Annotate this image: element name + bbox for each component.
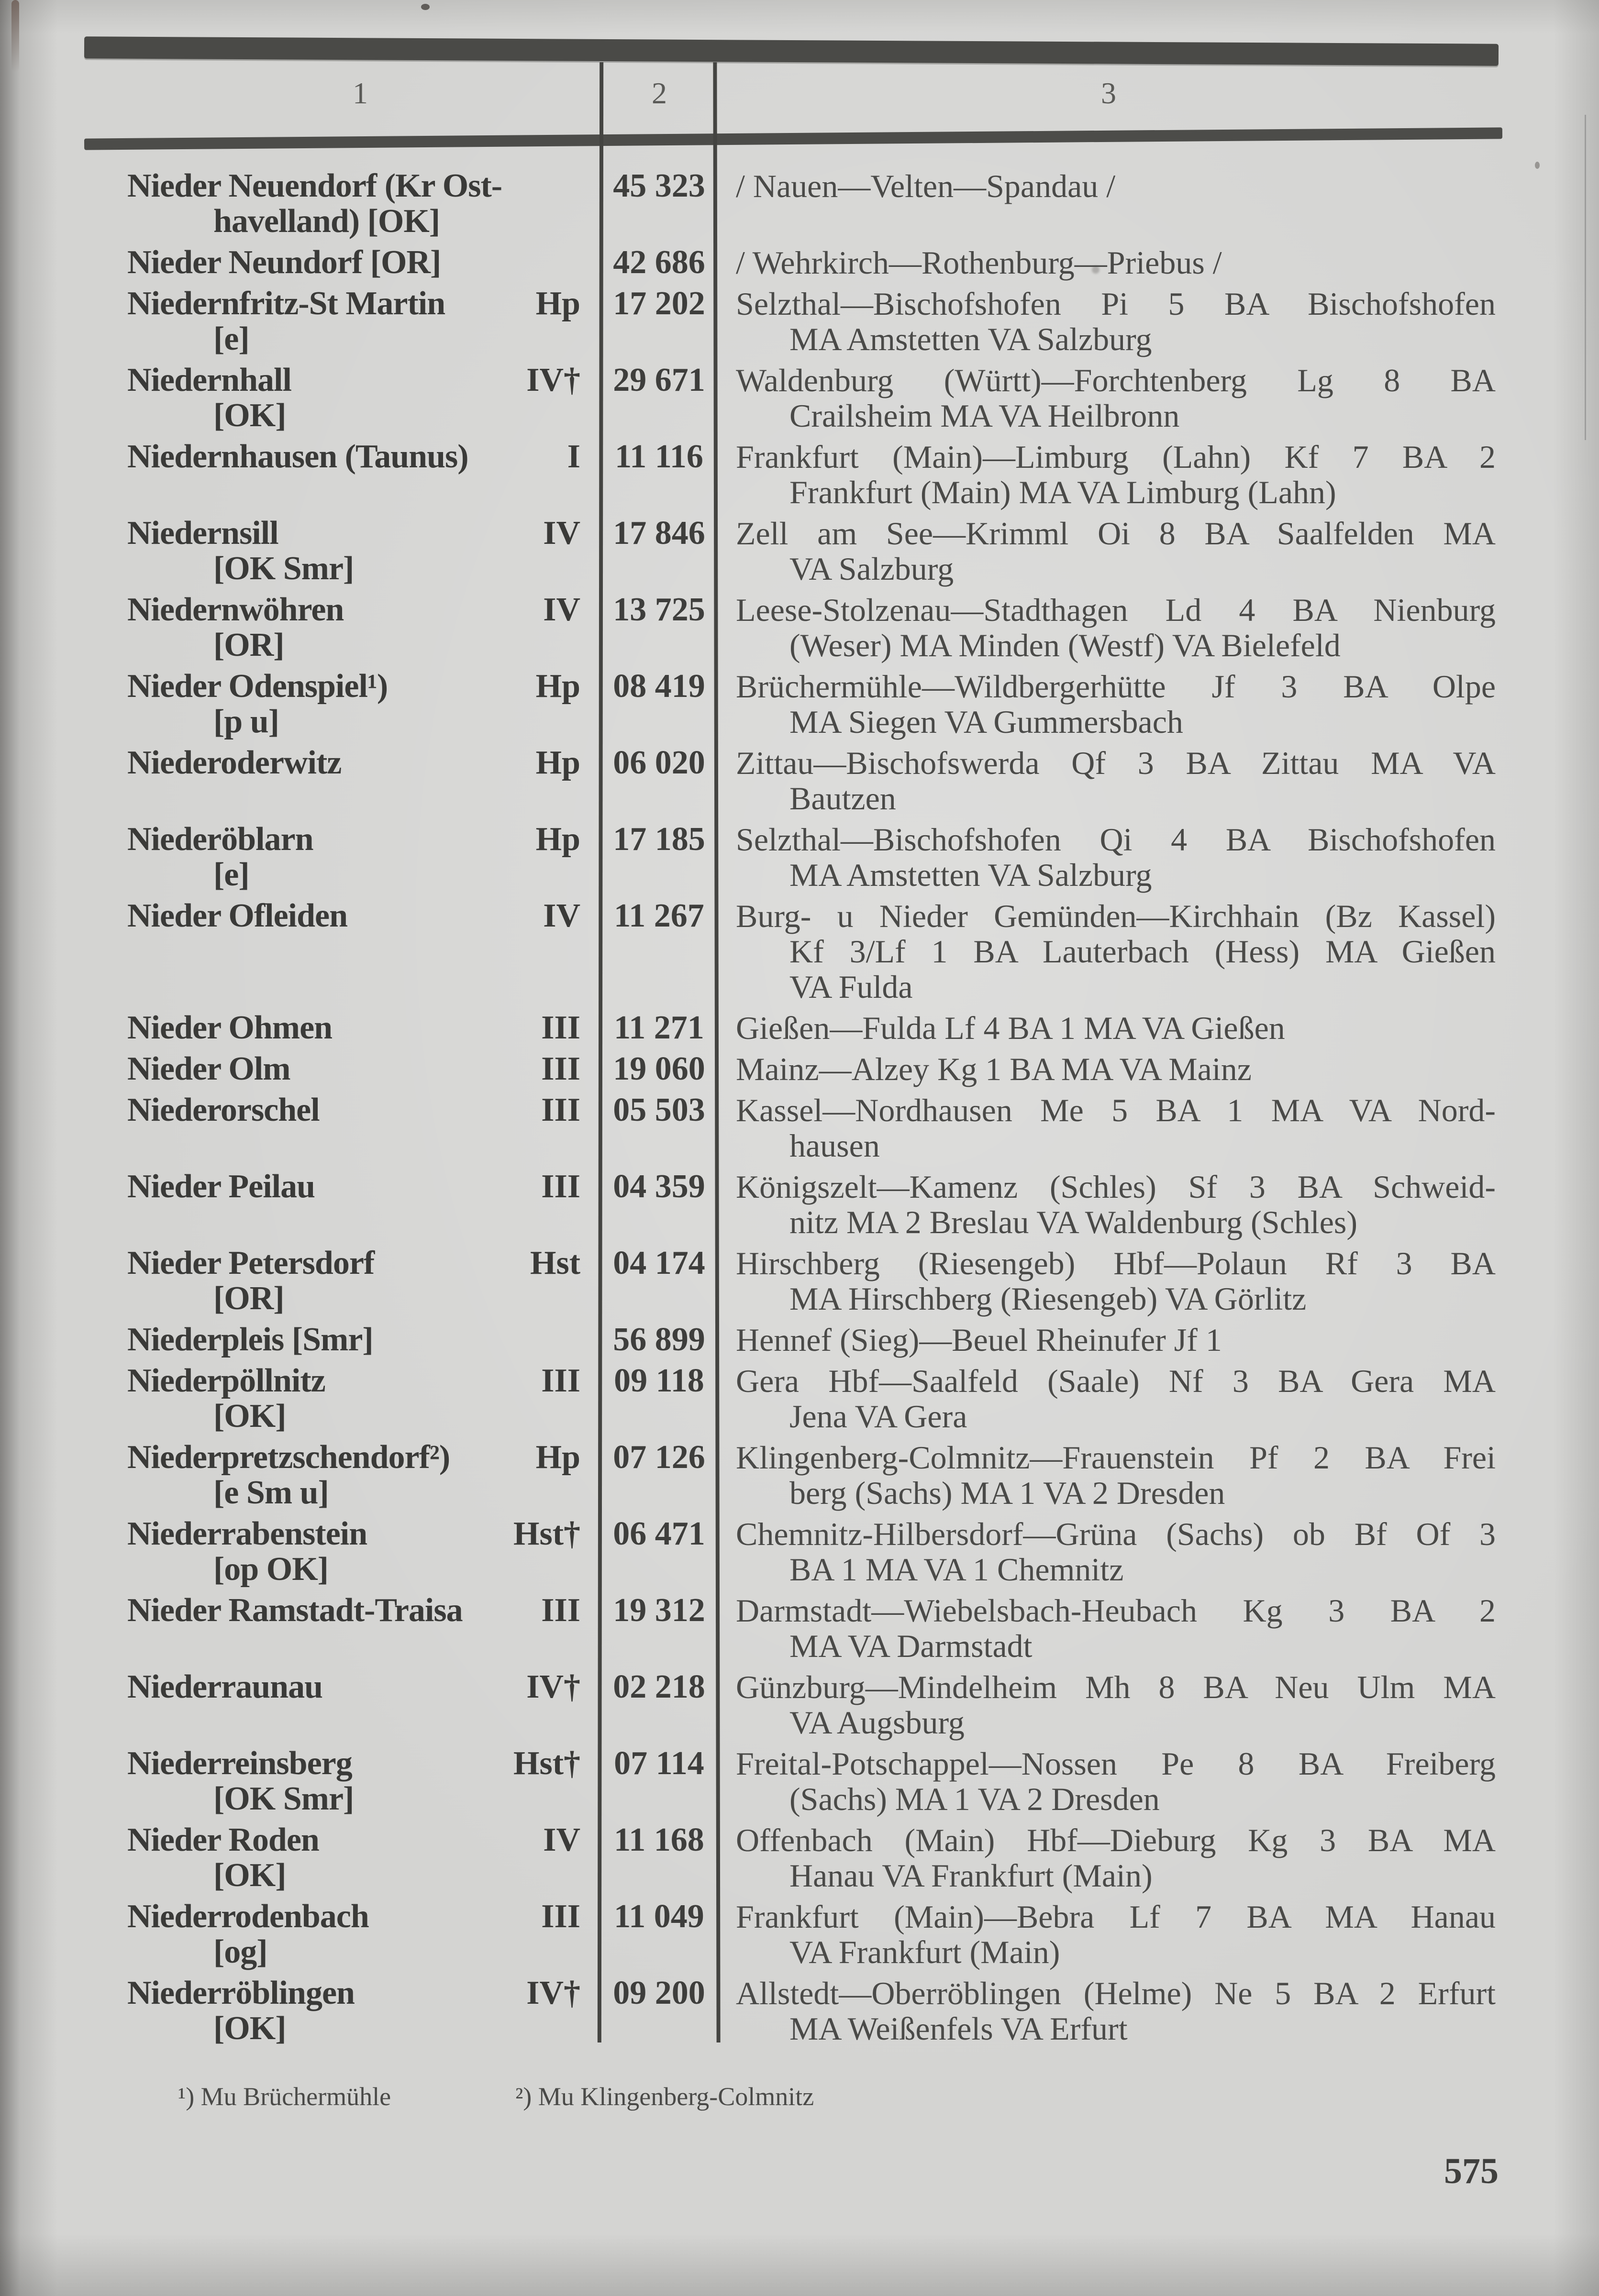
- table-row: [110, 822, 1498, 893]
- route-line: Jena VA Gera: [789, 1398, 967, 1435]
- route-line: Günzburg—Mindelheim Mh 8 BA Neu Ulm MA: [736, 1669, 1496, 1705]
- route-line: / Nauen—Velten—Spandau /: [736, 168, 1116, 204]
- dust-speck: [421, 4, 430, 10]
- route-cell: [718, 592, 1498, 663]
- table-header-rule: [84, 127, 1502, 150]
- station-name-line: Niederpleis [Smr]: [127, 1321, 373, 1358]
- station-number: 09 118: [614, 1362, 704, 1399]
- route-line: MA Siegen VA Gummersbach: [789, 704, 1183, 740]
- route-cell: [718, 1093, 1498, 1163]
- route-line: Chemnitz-Hilbersdorf—Grüna (Sachs) ob Bf Of 3: [736, 1516, 1496, 1552]
- station-name-line: Niedernsill: [127, 515, 278, 552]
- station-name-line: Nieder Petersdorf: [127, 1245, 375, 1281]
- scan-edge-streak: [11, 0, 19, 72]
- station-number: 42 686: [613, 244, 705, 281]
- station-number: 56 899: [613, 1321, 705, 1358]
- station-cell: [110, 745, 600, 781]
- route-line: Zittau—Bischofswerda Qf 3 BA Zittau MA VA: [736, 745, 1496, 781]
- route-cell: [718, 669, 1498, 740]
- route-line: Allstedt—Oberröblingen (Helme) Ne 5 BA 2 Erfurt: [736, 1975, 1496, 2011]
- station-number: 17 846: [613, 515, 705, 552]
- table-row: [110, 363, 1498, 433]
- station-name-line: [OK Smr]: [213, 550, 354, 587]
- table-row: [110, 1822, 1498, 1893]
- route-cell: [718, 286, 1498, 357]
- station-cell: [110, 245, 600, 280]
- station-name-line: [OK Smr]: [213, 1780, 354, 1817]
- station-number: 13 725: [613, 591, 705, 628]
- route-cell: [718, 1322, 1498, 1358]
- table-row: [110, 1593, 1498, 1664]
- station-number: 11 116: [615, 438, 703, 475]
- station-name-line: Niederrodenbach: [127, 1898, 369, 1935]
- route-line: Hirschberg (Riesengeb) Hbf—Polaun Rf 3 BA: [736, 1245, 1496, 1281]
- route-cell: [718, 822, 1498, 893]
- route-cell: [718, 245, 1498, 280]
- route-line: VA Fulda: [789, 969, 913, 1005]
- table-row: [110, 1322, 1498, 1358]
- station-number: 05 503: [613, 1092, 705, 1128]
- station-class: I: [567, 438, 580, 475]
- station-name-line: [OK]: [213, 1857, 286, 1894]
- table-row: [110, 1669, 1498, 1740]
- station-number: 45 323: [613, 167, 705, 204]
- route-line: Selzthal—Bischofshofen Qi 4 BA Bischofshofen: [736, 821, 1496, 858]
- table-row: [110, 669, 1498, 740]
- table-row: [110, 1093, 1498, 1163]
- route-line: Mainz—Alzey Kg 1 BA MA VA Mainz: [736, 1051, 1252, 1087]
- route-cell: [718, 745, 1498, 816]
- table-row: [110, 898, 1498, 1004]
- route-line: Hanau VA Frankfurt (Main): [789, 1857, 1153, 1894]
- table-row: [110, 1899, 1498, 1970]
- route-cell: [718, 1669, 1498, 1740]
- table-row: [110, 745, 1498, 816]
- station-cell: [110, 1899, 600, 1970]
- route-cell: [718, 439, 1498, 510]
- station-name-line: Nieder Neundorf [OR]: [127, 244, 441, 281]
- station-class: III: [541, 1168, 580, 1205]
- station-number: 11 168: [614, 1821, 704, 1858]
- station-name-line: Niederpöllnitz: [127, 1362, 325, 1399]
- station-name-line: Niederöblarn: [127, 821, 313, 858]
- station-cell: [110, 1363, 600, 1434]
- station-name-line: [OK]: [213, 397, 286, 434]
- station-cell: [110, 1010, 600, 1046]
- route-line: Leese-Stolzenau—Stadthagen Ld 4 BA Nienburg: [736, 592, 1496, 628]
- station-number: 19 312: [613, 1592, 705, 1629]
- route-line: Offenbach (Main) Hbf—Dieburg Kg 3 BA MA: [736, 1822, 1496, 1858]
- route-line: Kassel—Nordhausen Me 5 BA 1 MA VA Nord-: [736, 1092, 1496, 1128]
- route-line: VA Frankfurt (Main): [789, 1934, 1060, 1970]
- station-class: III: [541, 1009, 580, 1046]
- table-row: [110, 1440, 1498, 1511]
- scan-scratch: [1585, 115, 1586, 440]
- station-name-line: Niedernfritz-St Martin: [127, 285, 445, 322]
- table-row: [110, 168, 1498, 239]
- station-name-line: Nieder Ramstadt-Traisa: [127, 1592, 463, 1629]
- table-row: [110, 1010, 1498, 1046]
- station-cell: [110, 1440, 600, 1511]
- route-cell: [718, 898, 1498, 1004]
- station-cell: [110, 439, 600, 475]
- station-number: 07 114: [614, 1745, 704, 1782]
- station-cell: [110, 1322, 600, 1358]
- station-class: IV†: [526, 362, 580, 398]
- page-number: 575: [1444, 2151, 1499, 2191]
- station-number: 29 671: [613, 362, 705, 398]
- station-cell: [110, 1593, 600, 1628]
- station-class: Hp: [535, 668, 580, 705]
- route-cell: [718, 1976, 1498, 2046]
- station-cell: [110, 1516, 600, 1587]
- route-line: (Weser) MA Minden (Westf) VA Bielefeld: [789, 627, 1341, 663]
- column-header-3: 3: [1101, 76, 1116, 110]
- table-row: [110, 1246, 1498, 1316]
- station-cell: [110, 363, 600, 433]
- table-body: [110, 168, 1498, 2052]
- station-name-line: Niederreinsberg: [127, 1745, 352, 1782]
- station-class: Hst: [530, 1245, 580, 1281]
- station-name-line: [e Sm u]: [213, 1474, 329, 1511]
- route-line: Crailsheim MA VA Heilbronn: [789, 397, 1180, 434]
- route-cell: [718, 1440, 1498, 1511]
- route-line: VA Salzburg: [789, 551, 954, 587]
- route-cell: [718, 1246, 1498, 1316]
- station-name-line: Niederraunau: [127, 1668, 322, 1705]
- station-name-line: Nieder Olm: [127, 1050, 290, 1087]
- route-line: Selzthal—Bischofshofen Pi 5 BA Bischofshofen: [736, 286, 1496, 322]
- station-name-line: Niederröblingen: [127, 1975, 355, 2011]
- route-line: Frankfurt (Main) MA VA Limburg (Lahn): [789, 474, 1336, 510]
- table-row: [110, 245, 1498, 280]
- route-line: Darmstadt—Wiebelsbach-Heubach Kg 3 BA 2: [736, 1592, 1496, 1629]
- station-name-line: Niederpretzschendorf²): [127, 1439, 450, 1476]
- route-line: Bautzen: [789, 780, 896, 817]
- table-row: [110, 286, 1498, 357]
- station-number: 11 049: [614, 1898, 704, 1935]
- station-name-line: [og]: [213, 1933, 267, 1970]
- station-number: 04 174: [613, 1245, 705, 1281]
- route-line: BA 1 MA VA 1 Chemnitz: [789, 1551, 1124, 1588]
- station-name-line: Niedernwöhren: [127, 591, 344, 628]
- station-name-line: [OK]: [213, 2010, 286, 2047]
- route-line: MA Amstetten VA Salzburg: [789, 321, 1152, 357]
- route-line: Burg- u Nieder Gemünden—Kirchhain (Bz Kassel): [736, 898, 1496, 934]
- route-line: Hennef (Sieg)—Beuel Rheinufer Jf 1: [736, 1322, 1222, 1358]
- station-name-line: Niederrabenstein: [127, 1515, 367, 1552]
- route-line: Freital-Potschappel—Nossen Pe 8 BA Freiberg: [736, 1745, 1496, 1782]
- station-name-line: [p u]: [213, 703, 279, 740]
- station-name-line: Nieder Neuendorf (Kr Ost-: [127, 167, 502, 204]
- table-top-rule: [84, 36, 1499, 66]
- station-cell: [110, 168, 600, 239]
- station-cell: [110, 1246, 600, 1316]
- station-class: Hst†: [513, 1745, 580, 1782]
- route-line: (Sachs) MA 1 VA 2 Dresden: [789, 1781, 1160, 1817]
- table-row: [110, 1363, 1498, 1434]
- station-class: IV: [543, 515, 580, 552]
- station-name-line: [op OK]: [213, 1551, 328, 1588]
- route-cell: [718, 1010, 1498, 1046]
- route-line: MA VA Darmstadt: [789, 1628, 1033, 1664]
- station-class: III: [541, 1050, 580, 1087]
- route-cell: [718, 1822, 1498, 1893]
- station-name-line: [OK]: [213, 1398, 286, 1435]
- route-line: hausen: [789, 1127, 880, 1164]
- station-number: 04 359: [613, 1168, 705, 1205]
- route-cell: [718, 1516, 1498, 1587]
- station-cell: [110, 516, 600, 586]
- station-name-line: Nieder Ofleiden: [127, 897, 348, 934]
- station-number: 02 218: [613, 1668, 705, 1705]
- route-line: Gera Hbf—Saalfeld (Saale) Nf 3 BA Gera MA: [736, 1363, 1496, 1399]
- route-line: Königszelt—Kamenz (Schles) Sf 3 BA Schweid-: [736, 1169, 1496, 1205]
- station-cell: [110, 1169, 600, 1204]
- route-cell: [718, 1169, 1498, 1240]
- station-number: 11 271: [614, 1009, 704, 1046]
- station-name-line: Nieder Ohmen: [127, 1009, 333, 1046]
- station-number: 06 020: [613, 744, 705, 781]
- station-cell: [110, 286, 600, 357]
- route-line: Frankfurt (Main)—Bebra Lf 7 BA MA Hanau: [736, 1899, 1496, 1935]
- route-cell: [718, 516, 1498, 586]
- station-name-line: Nieder Roden: [127, 1821, 319, 1858]
- station-class: Hp: [535, 821, 580, 858]
- station-name-line: havelland) [OK]: [213, 203, 440, 240]
- route-line: Zell am See—Krimml Oi 8 BA Saalfelden MA: [736, 515, 1496, 552]
- table-row: [110, 1746, 1498, 1817]
- footnotes: [178, 2082, 814, 2111]
- station-name-line: Niederorschel: [127, 1092, 320, 1128]
- station-name-line: Niederoderwitz: [127, 744, 342, 781]
- station-number: 08 419: [613, 668, 705, 705]
- station-cell: [110, 1051, 600, 1087]
- route-cell: [718, 1899, 1498, 1970]
- station-class: IV†: [526, 1975, 580, 2011]
- station-cell: [110, 1976, 600, 2046]
- station-class: IV: [543, 1821, 580, 1858]
- route-line: berg (Sachs) MA 1 VA 2 Dresden: [789, 1475, 1225, 1511]
- route-line: MA Amstetten VA Salzburg: [789, 857, 1152, 893]
- station-cell: [110, 822, 600, 893]
- station-cell: [110, 1746, 600, 1817]
- route-line: Klingenberg-Colmnitz—Frauenstein Pf 2 BA Frei: [736, 1439, 1496, 1476]
- table-row: [110, 1051, 1498, 1087]
- route-cell: [718, 1051, 1498, 1087]
- station-class: Hp: [535, 1439, 580, 1476]
- station-class: Hst†: [513, 1515, 580, 1552]
- route-cell: [718, 363, 1498, 433]
- station-class: III: [541, 1092, 580, 1128]
- dust-speck: [1535, 162, 1540, 169]
- station-cell: [110, 898, 600, 934]
- station-class: III: [541, 1362, 580, 1399]
- station-number: 07 126: [613, 1439, 705, 1476]
- table-row: [110, 1169, 1498, 1240]
- route-cell: [718, 1593, 1498, 1664]
- station-number: 09 200: [613, 1975, 705, 2011]
- route-cell: [718, 1746, 1498, 1817]
- station-name-line: Nieder Odenspiel¹): [127, 668, 388, 705]
- station-name-line: Nieder Peilau: [127, 1168, 315, 1205]
- route-line: Gießen—Fulda Lf 4 BA 1 MA VA Gießen: [736, 1010, 1285, 1046]
- column-header-2: 2: [652, 76, 667, 110]
- route-cell: [718, 1363, 1498, 1434]
- route-line: Frankfurt (Main)—Limburg (Lahn) Kf 7 BA 2: [736, 439, 1496, 475]
- station-cell: [110, 1669, 600, 1705]
- footnote-2: ²) Mu Klingenberg-Colmnitz: [515, 2082, 814, 2111]
- station-number: 06 471: [613, 1515, 705, 1552]
- table-row: [110, 592, 1498, 663]
- table-row: [110, 1516, 1498, 1587]
- column-header-1: 1: [353, 76, 368, 110]
- footnote-1: ¹) Mu Brüchermühle: [178, 2082, 391, 2111]
- route-line: MA Hirschberg (Riesengeb) VA Görlitz: [789, 1280, 1307, 1317]
- route-line: VA Augsburg: [789, 1704, 965, 1741]
- station-name-line: [e]: [213, 320, 249, 357]
- station-number: 19 060: [613, 1050, 705, 1087]
- station-class: IV: [543, 591, 580, 628]
- station-name-line: [OR]: [213, 1280, 284, 1317]
- station-cell: [110, 669, 600, 740]
- station-class: Hp: [535, 744, 580, 781]
- station-class: IV: [543, 897, 580, 934]
- route-cell: [718, 168, 1498, 204]
- station-name-line: [OR]: [213, 627, 284, 663]
- route-line: MA Weißenfels VA Erfurt: [789, 2010, 1128, 2047]
- station-cell: [110, 1822, 600, 1893]
- table-row: [110, 1976, 1498, 2046]
- table-row: [110, 439, 1498, 510]
- route-line: Kf 3/Lf 1 BA Lauterbach (Hess) MA Gießen: [789, 933, 1496, 970]
- station-cell: [110, 592, 600, 663]
- station-name-line: Niedernhall: [127, 362, 291, 398]
- station-number: 17 185: [613, 821, 705, 858]
- route-line: Brüchermühle—Wildbergerhütte Jf 3 BA Olpe: [736, 668, 1496, 705]
- station-class: III: [541, 1898, 580, 1935]
- station-cell: [110, 1093, 600, 1128]
- station-number: 11 267: [614, 897, 704, 934]
- station-class: IV†: [526, 1668, 580, 1705]
- route-line: nitz MA 2 Breslau VA Waldenburg (Schles): [789, 1204, 1357, 1240]
- station-number: 17 202: [613, 285, 705, 322]
- route-line: Waldenburg (Württ)—Forchtenberg Lg 8 BA: [736, 362, 1496, 398]
- station-class: Hp: [535, 285, 580, 322]
- station-name-line: Niedernhausen (Taunus): [127, 438, 468, 475]
- station-name-line: [e]: [213, 856, 249, 893]
- table-row: [110, 516, 1498, 586]
- station-class: III: [541, 1592, 580, 1629]
- route-line: / Wehrkirch—Rothenburg—Priebus /: [736, 244, 1222, 281]
